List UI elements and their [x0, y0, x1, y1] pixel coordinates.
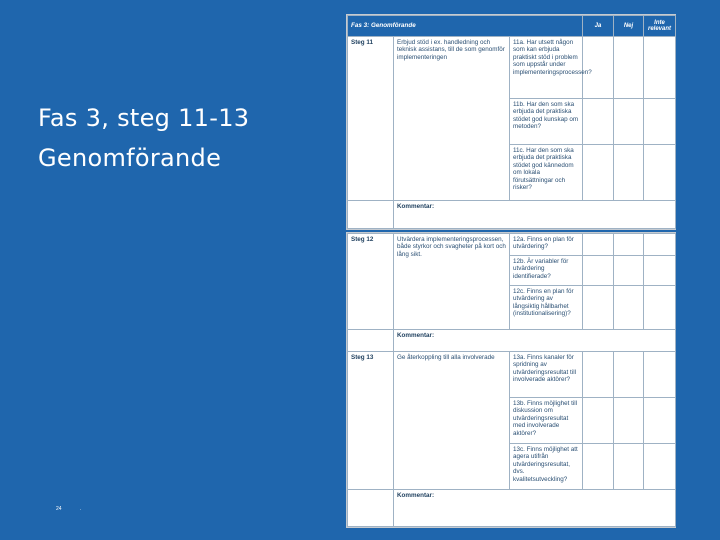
- answer-yes-11a[interactable]: [583, 37, 614, 99]
- answer-na-13b[interactable]: [644, 398, 676, 444]
- step-description: Utvärdera implementeringsprocessen, både styrkor och svagheter på kort och lång sikt.: [394, 234, 510, 330]
- answer-yes-13a[interactable]: [583, 352, 614, 398]
- phase-header: Fas 3: Genomförande: [348, 16, 583, 37]
- slide-title-line-1: Fas 3, steg 11-13: [38, 104, 250, 132]
- page-number: 24: [56, 506, 62, 512]
- table-row: [348, 352, 676, 398]
- step-description: Ge återkoppling till alla involverade: [394, 352, 510, 490]
- table-row: [348, 37, 676, 99]
- answer-yes-12c[interactable]: [583, 286, 614, 330]
- comment-row: [348, 201, 676, 229]
- answer-yes-12a[interactable]: [583, 234, 614, 256]
- answer-na-12c[interactable]: [644, 286, 676, 330]
- answer-no-13b[interactable]: [614, 398, 644, 444]
- question-13a: 13a. Finns kanaler för spridning av utvärderingsresultat till involverade aktörer?: [510, 352, 583, 398]
- answer-no-12c[interactable]: [614, 286, 644, 330]
- slide-title: [38, 98, 249, 178]
- step-label: Steg 11: [348, 37, 394, 201]
- answer-na-12a[interactable]: [644, 234, 676, 256]
- comment-field[interactable]: Kommentar:: [394, 490, 676, 527]
- footer-dot: .: [80, 506, 82, 512]
- answer-yes-13c[interactable]: [583, 444, 614, 490]
- answer-na-12b[interactable]: [644, 256, 676, 286]
- answer-na-13c[interactable]: [644, 444, 676, 490]
- checklist-table: [347, 15, 676, 229]
- slide-title-line-2: Genomförande: [38, 144, 222, 172]
- comment-field[interactable]: Kommentar:: [394, 201, 676, 229]
- not-relevant-header: Inte relevant: [644, 16, 676, 37]
- comment-row: [348, 490, 676, 527]
- answer-na-11b[interactable]: [644, 99, 676, 145]
- answer-no-11c[interactable]: [614, 145, 644, 201]
- table-header-row: [348, 16, 676, 37]
- no-header: Nej: [614, 16, 644, 37]
- question-11b: 11b. Har den som ska erbjuda det praktiska stödet god kunskap om metoden?: [510, 99, 583, 145]
- checklist-table: [347, 233, 676, 527]
- step-description: Erbjud stöd i ex. handledning och teknisk assistans, till de som genomför implementeringen: [394, 37, 510, 201]
- answer-no-13a[interactable]: [614, 352, 644, 398]
- question-11a: 11a. Har utsett någon som kan erbjuda praktiskt stöd i problem som uppstår under implementeringsprocessen?: [510, 37, 583, 99]
- question-12c: 12c. Finns en plan för utvärdering av långsiktig hållbarhet (institutionalisering)?: [510, 286, 583, 330]
- answer-no-11b[interactable]: [614, 99, 644, 145]
- question-12b: 12b. Är variabler för utvärdering identifierade?: [510, 256, 583, 286]
- question-11c: 11c. Har den som ska erbjuda det praktiska stödet god kännedom om lokala förutsättningar och risker?: [510, 145, 583, 201]
- question-13b: 13b. Finns möjlighet till diskussion om utvärderingsresultat med involverade aktörer?: [510, 398, 583, 444]
- step-label: Steg 12: [348, 234, 394, 330]
- checklist-form-steg-11: [346, 14, 676, 230]
- answer-yes-11c[interactable]: [583, 145, 614, 201]
- answer-no-12a[interactable]: [614, 234, 644, 256]
- answer-yes-13b[interactable]: [583, 398, 614, 444]
- answer-no-13c[interactable]: [614, 444, 644, 490]
- answer-yes-11b[interactable]: [583, 99, 614, 145]
- answer-na-11c[interactable]: [644, 145, 676, 201]
- yes-header: Ja: [583, 16, 614, 37]
- answer-na-11a[interactable]: [644, 37, 676, 99]
- question-12a: 12a. Finns en plan för utvärdering?: [510, 234, 583, 256]
- table-row: [348, 234, 676, 256]
- answer-no-12b[interactable]: [614, 256, 644, 286]
- answer-na-13a[interactable]: [644, 352, 676, 398]
- step-label: Steg 13: [348, 352, 394, 490]
- answer-yes-12b[interactable]: [583, 256, 614, 286]
- comment-row: [348, 330, 676, 352]
- answer-no-11a[interactable]: [614, 37, 644, 99]
- checklist-form-steg-12-13: [346, 232, 676, 528]
- question-13c: 13c. Finns möjlighet att agera utifrån utvärderingsresultat, dvs. kvalitetsutveckling?: [510, 444, 583, 490]
- comment-field[interactable]: Kommentar:: [394, 330, 676, 352]
